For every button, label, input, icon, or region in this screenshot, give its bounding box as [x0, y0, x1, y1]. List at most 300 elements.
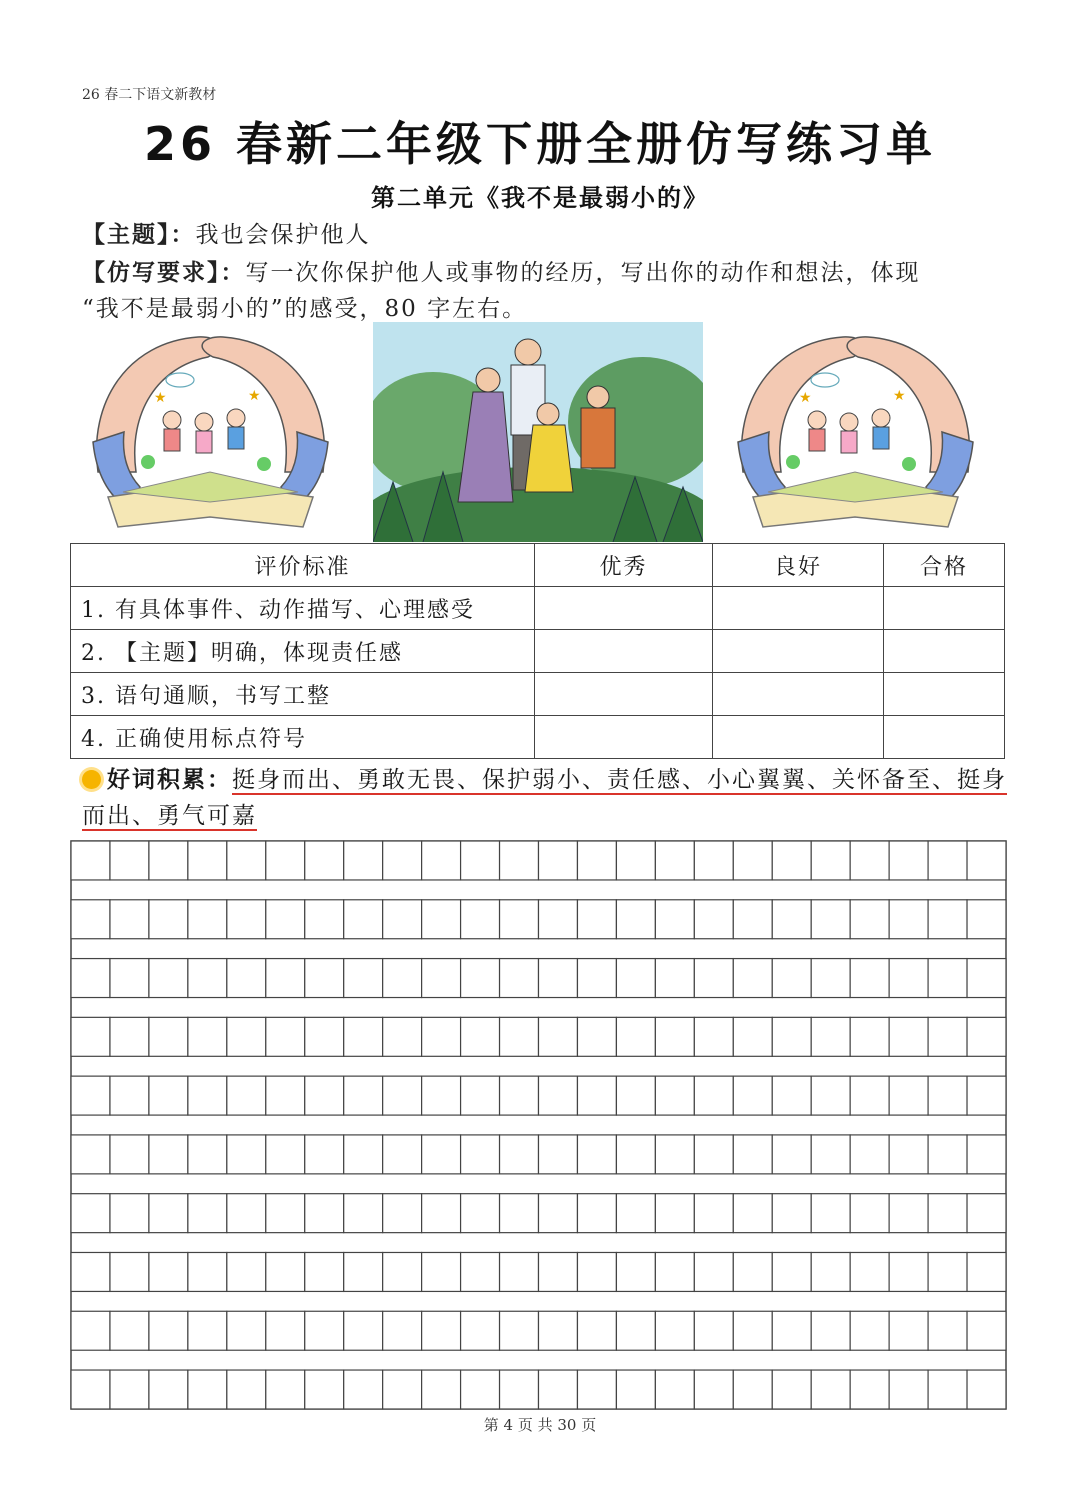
grid-cell: [539, 1252, 578, 1291]
grid-cell: [772, 900, 811, 939]
grid-cell: [733, 900, 772, 939]
grid-cell: [539, 1370, 578, 1409]
grid-cell: [461, 959, 500, 998]
grid-cell: [616, 1135, 655, 1174]
grid-cell: [344, 959, 383, 998]
grid-cell: [850, 1311, 889, 1350]
grid-cell: [811, 1017, 850, 1056]
rubric-cell-good[interactable]: [713, 716, 884, 759]
grid-cell: [383, 1076, 422, 1115]
grid-cell: [694, 841, 733, 880]
grid-cell: [461, 841, 500, 880]
grid-cell: [577, 1135, 616, 1174]
grid-cell: [772, 1311, 811, 1350]
grid-cell: [889, 900, 928, 939]
grid-cell: [188, 1252, 227, 1291]
grid-cell: [928, 1370, 967, 1409]
grid-cell: [655, 841, 694, 880]
grid-cell: [850, 1252, 889, 1291]
grid-cell: [188, 841, 227, 880]
grid-cell: [694, 959, 733, 998]
grid-cell: [539, 959, 578, 998]
rubric-header-good: 良好: [713, 544, 884, 587]
grid-cell: [149, 1017, 188, 1056]
grid-cell: [928, 900, 967, 939]
grid-row: [71, 959, 1006, 998]
grid-cell: [110, 900, 149, 939]
rubric-criterion: 3. 语句通顺，书写工整: [71, 673, 535, 716]
rubric-cell-pass[interactable]: [884, 716, 1005, 759]
grid-cell: [539, 1017, 578, 1056]
grid-cell: [967, 1076, 1006, 1115]
grid-cell: [967, 900, 1006, 939]
grid-cell: [422, 1252, 461, 1291]
grid-cell: [967, 1370, 1006, 1409]
rubric-cell-excellent[interactable]: [535, 673, 713, 716]
rubric-row: [71, 587, 1005, 630]
grid-cell: [889, 1370, 928, 1409]
good-words-text: 挺身而出、勇敢无畏、保护弱小、责任感、小心翼翼、关怀备至、挺身而出、勇气可嘉: [82, 767, 1007, 829]
grid-cell: [733, 1076, 772, 1115]
grid-cell: [733, 1135, 772, 1174]
grid-cell: [733, 841, 772, 880]
grid-cell: [266, 959, 305, 998]
grid-cell: [422, 900, 461, 939]
grid-cell: [967, 841, 1006, 880]
grid-cell: [655, 1311, 694, 1350]
grid-cell: [889, 1017, 928, 1056]
grid-cell: [889, 1311, 928, 1350]
grid-cell: [616, 900, 655, 939]
grid-cell: [266, 900, 305, 939]
grid-cell: [500, 1311, 539, 1350]
grid-cell: [344, 900, 383, 939]
grid-cell: [967, 1135, 1006, 1174]
grid-cell: [227, 959, 266, 998]
grid-cell: [188, 900, 227, 939]
grid-cell: [227, 900, 266, 939]
grid-cell: [422, 1017, 461, 1056]
grid-cell: [500, 1252, 539, 1291]
grid-cell: [928, 1017, 967, 1056]
grid-cell: [889, 1135, 928, 1174]
grid-row: [71, 1076, 1006, 1115]
grid-cell: [344, 1194, 383, 1233]
grid-cell: [422, 1370, 461, 1409]
grid-cell: [383, 1135, 422, 1174]
grid-cell: [110, 841, 149, 880]
grid-cell: [461, 1194, 500, 1233]
grid-cell: [889, 1076, 928, 1115]
grid-cell: [71, 1252, 110, 1291]
theme-text: 我也会保护他人: [195, 222, 371, 248]
grid-cell: [383, 1194, 422, 1233]
grid-cell: [344, 1135, 383, 1174]
writing-grid[interactable]: [70, 840, 1007, 1410]
grid-cell: [383, 841, 422, 880]
grid-cell: [733, 959, 772, 998]
grid-cell: [149, 1135, 188, 1174]
grid-row: [71, 1194, 1006, 1233]
grid-cell: [694, 1311, 733, 1350]
requirement-text-1: 写一次你保护他人或事物的经历，写出你的动作和想法，体现: [245, 260, 921, 286]
grid-cell: [227, 1017, 266, 1056]
grid-cell: [616, 959, 655, 998]
grid-cell: [539, 1135, 578, 1174]
grid-cell: [71, 1017, 110, 1056]
grid-cell: [383, 900, 422, 939]
grid-cell: [616, 1370, 655, 1409]
grid-cell: [850, 900, 889, 939]
grid-cell: [305, 900, 344, 939]
header-note: 26 春二下语文新教材: [82, 87, 217, 103]
grid-cell: [733, 1311, 772, 1350]
grid-cell: [422, 1311, 461, 1350]
rubric-header-criteria: 评价标准: [71, 544, 535, 587]
grid-cell: [928, 1311, 967, 1350]
grid-cell: [188, 959, 227, 998]
grid-cell: [461, 1311, 500, 1350]
grid-cell: [655, 1076, 694, 1115]
grid-cell: [616, 1252, 655, 1291]
grid-cell: [577, 959, 616, 998]
grid-cell: [110, 1252, 149, 1291]
good-words-section: [82, 762, 1012, 834]
grid-cell: [149, 1311, 188, 1350]
grid-cell: [694, 1194, 733, 1233]
grid-cell: [71, 1076, 110, 1115]
grid-cell: [928, 959, 967, 998]
grid-cell: [227, 1076, 266, 1115]
requirement-text-2: “我不是最弱小的”的感受，80 字左右。: [82, 296, 528, 322]
grid-cell: [461, 900, 500, 939]
grid-cell: [344, 1017, 383, 1056]
grid-cell: [344, 841, 383, 880]
rubric-cell-excellent[interactable]: [535, 587, 713, 630]
grid-cell: [71, 1194, 110, 1233]
rubric-row: [71, 630, 1005, 673]
grid-cell: [71, 1135, 110, 1174]
hands-protect-illustration-right: [733, 322, 978, 532]
grid-cell: [227, 1311, 266, 1350]
rubric-cell-good[interactable]: [713, 630, 884, 673]
grid-cell: [772, 1076, 811, 1115]
grid-cell: [110, 1311, 149, 1350]
grid-cell: [149, 959, 188, 998]
grid-cell: [227, 1370, 266, 1409]
grid-cell: [539, 1076, 578, 1115]
rubric-cell-good[interactable]: [713, 587, 884, 630]
grid-cell: [577, 1252, 616, 1291]
grid-row: [71, 1252, 1006, 1291]
grid-cell: [422, 1076, 461, 1115]
grid-cell: [850, 1076, 889, 1115]
grid-cell: [655, 1194, 694, 1233]
rubric-cell-excellent[interactable]: [535, 716, 713, 759]
grid-cell: [266, 1135, 305, 1174]
grid-cell: [344, 1370, 383, 1409]
grid-cell: [500, 1194, 539, 1233]
requirement-line-2: [82, 290, 527, 323]
grid-cell: [655, 1017, 694, 1056]
grid-cell: [616, 841, 655, 880]
grid-cell: [383, 1252, 422, 1291]
grid-cell: [811, 1311, 850, 1350]
grid-cell: [305, 841, 344, 880]
grid-cell: [577, 1311, 616, 1350]
unit-title: 第二单元《我不是最弱小的》: [371, 184, 709, 212]
rubric-criterion: 4. 正确使用标点符号: [71, 716, 535, 759]
grid-cell: [694, 1017, 733, 1056]
grid-cell: [928, 1252, 967, 1291]
grid-cell: [266, 1370, 305, 1409]
grid-cell: [500, 1076, 539, 1115]
grid-cell: [616, 1194, 655, 1233]
grid-cell: [383, 1311, 422, 1350]
svg-text:★: ★: [893, 388, 906, 404]
sun-icon: [82, 770, 101, 789]
grid-cell: [422, 1135, 461, 1174]
grid-cell: [149, 841, 188, 880]
requirement-label: 【仿写要求】：: [82, 260, 246, 286]
grid-cell: [149, 900, 188, 939]
grid-row: [71, 1135, 1006, 1174]
grid-cell: [772, 1135, 811, 1174]
grid-cell: [266, 841, 305, 880]
grid-cell: [772, 959, 811, 998]
grid-cell: [772, 1194, 811, 1233]
grid-cell: [577, 900, 616, 939]
grid-cell: [461, 1370, 500, 1409]
grid-cell: [305, 1135, 344, 1174]
grid-cell: [461, 1252, 500, 1291]
grid-cell: [422, 841, 461, 880]
grid-cell: [110, 1017, 149, 1056]
grid-cell: [227, 1135, 266, 1174]
grid-cell: [305, 1194, 344, 1233]
grid-cell: [500, 900, 539, 939]
grid-cell: [655, 1252, 694, 1291]
rubric-cell-pass[interactable]: [884, 587, 1005, 630]
grid-cell: [149, 1194, 188, 1233]
theme-line: [82, 216, 371, 249]
grid-row: [71, 1017, 1006, 1056]
grid-cell: [461, 1017, 500, 1056]
grid-cell: [344, 1311, 383, 1350]
grid-cell: [850, 1194, 889, 1233]
grid-cell: [110, 1076, 149, 1115]
grid-cell: [850, 959, 889, 998]
grid-cell: [188, 1194, 227, 1233]
grid-cell: [616, 1076, 655, 1115]
grid-cell: [500, 841, 539, 880]
grid-cell: [266, 1252, 305, 1291]
grid-cell: [539, 900, 578, 939]
grid-cell: [772, 1017, 811, 1056]
grid-row: [71, 1311, 1006, 1350]
grid-cell: [500, 1017, 539, 1056]
grid-cell: [616, 1017, 655, 1056]
page-title: 26 春新二年级下册全册仿写练习单: [143, 117, 937, 171]
grid-cell: [928, 1194, 967, 1233]
rubric-criterion: 1. 有具体事件、动作描写、心理感受: [71, 587, 535, 630]
grid-cell: [811, 1194, 850, 1233]
grid-cell: [344, 1252, 383, 1291]
rubric-header-pass: 合格: [884, 544, 1005, 587]
rubric-row: [71, 673, 1005, 716]
grid-cell: [694, 1135, 733, 1174]
grid-cell: [305, 1370, 344, 1409]
grid-cell: [655, 959, 694, 998]
family-illustration: [373, 322, 703, 542]
rubric-table: [70, 543, 1005, 759]
grid-cell: [188, 1370, 227, 1409]
grid-cell: [577, 1076, 616, 1115]
grid-cell: [694, 1252, 733, 1291]
grid-cell: [733, 1017, 772, 1056]
grid-cell: [539, 1194, 578, 1233]
grid-cell: [110, 1135, 149, 1174]
grid-cell: [500, 959, 539, 998]
grid-cell: [811, 1252, 850, 1291]
grid-cell: [110, 959, 149, 998]
grid-cell: [461, 1135, 500, 1174]
grid-cell: [850, 1135, 889, 1174]
grid-cell: [733, 1370, 772, 1409]
rubric-header-excellent: 优秀: [535, 544, 713, 587]
grid-cell: [305, 1252, 344, 1291]
grid-cell: [889, 959, 928, 998]
grid-cell: [383, 1017, 422, 1056]
grid-cell: [577, 1017, 616, 1056]
grid-cell: [616, 1311, 655, 1350]
grid-cell: [149, 1076, 188, 1115]
grid-cell: [71, 1311, 110, 1350]
grid-cell: [772, 841, 811, 880]
grid-cell: [422, 1194, 461, 1233]
grid-cell: [928, 1135, 967, 1174]
grid-cell: [383, 1370, 422, 1409]
grid-cell: [188, 1135, 227, 1174]
grid-cell: [227, 841, 266, 880]
grid-cell: [305, 959, 344, 998]
grid-cell: [655, 1370, 694, 1409]
svg-text:★: ★: [799, 390, 812, 406]
grid-cell: [539, 1311, 578, 1350]
grid-cell: [461, 1076, 500, 1115]
grid-cell: [227, 1194, 266, 1233]
grid-cell: [655, 900, 694, 939]
grid-cell: [344, 1076, 383, 1115]
grid-cell: [71, 841, 110, 880]
grid-cell: [305, 1076, 344, 1115]
grid-cell: [811, 1135, 850, 1174]
requirement-line: [82, 254, 921, 287]
grid-cell: [967, 1252, 1006, 1291]
theme-label: 【主题】：: [82, 222, 196, 248]
grid-cell: [694, 1076, 733, 1115]
rubric-cell-excellent[interactable]: [535, 630, 713, 673]
grid-cell: [694, 900, 733, 939]
grid-cell: [71, 959, 110, 998]
grid-cell: [305, 1017, 344, 1056]
grid-cell: [811, 900, 850, 939]
page-footer: 第 4 页 共 30 页: [483, 1416, 597, 1434]
grid-cell: [967, 1311, 1006, 1350]
grid-cell: [422, 959, 461, 998]
rubric-cell-good[interactable]: [713, 673, 884, 716]
good-words-label: 好词积累：: [107, 767, 232, 793]
grid-row: [71, 841, 1006, 880]
grid-cell: [889, 1194, 928, 1233]
grid-cell: [967, 1017, 1006, 1056]
grid-row: [71, 900, 1006, 939]
grid-cell: [500, 1370, 539, 1409]
rubric-cell-pass[interactable]: [884, 630, 1005, 673]
grid-cell: [811, 959, 850, 998]
grid-cell: [850, 1017, 889, 1056]
grid-cell: [188, 1017, 227, 1056]
grid-cell: [266, 1017, 305, 1056]
grid-cell: [266, 1311, 305, 1350]
grid-cell: [577, 1370, 616, 1409]
rubric-header-row: [71, 544, 1005, 587]
rubric-row: [71, 716, 1005, 759]
svg-text:★: ★: [154, 390, 167, 406]
grid-cell: [266, 1076, 305, 1115]
grid-cell: [305, 1311, 344, 1350]
grid-cell: [967, 959, 1006, 998]
grid-cell: [149, 1370, 188, 1409]
grid-cell: [110, 1194, 149, 1233]
grid-cell: [733, 1252, 772, 1291]
grid-cell: [383, 959, 422, 998]
grid-cell: [577, 841, 616, 880]
grid-cell: [811, 1370, 850, 1409]
grid-cell: [772, 1370, 811, 1409]
grid-cell: [850, 841, 889, 880]
grid-cell: [733, 1194, 772, 1233]
grid-row: [71, 1370, 1006, 1409]
grid-cell: [928, 841, 967, 880]
grid-cell: [655, 1135, 694, 1174]
grid-cell: [928, 1076, 967, 1115]
grid-cell: [71, 1370, 110, 1409]
rubric-criterion: 2. 【主题】明确，体现责任感: [71, 630, 535, 673]
grid-cell: [889, 841, 928, 880]
svg-text:★: ★: [248, 388, 261, 404]
grid-cell: [967, 1194, 1006, 1233]
grid-cell: [811, 1076, 850, 1115]
grid-cell: [266, 1194, 305, 1233]
grid-cell: [539, 841, 578, 880]
grid-cell: [227, 1252, 266, 1291]
grid-cell: [694, 1370, 733, 1409]
grid-cell: [500, 1135, 539, 1174]
grid-cell: [889, 1252, 928, 1291]
grid-cell: [110, 1370, 149, 1409]
rubric-cell-pass[interactable]: [884, 673, 1005, 716]
grid-cell: [577, 1194, 616, 1233]
grid-cell: [772, 1252, 811, 1291]
grid-cell: [188, 1076, 227, 1115]
grid-cell: [850, 1370, 889, 1409]
grid-cell: [811, 841, 850, 880]
hands-protect-illustration-left: [88, 322, 333, 532]
grid-cell: [71, 900, 110, 939]
grid-cell: [149, 1252, 188, 1291]
grid-cell: [188, 1311, 227, 1350]
